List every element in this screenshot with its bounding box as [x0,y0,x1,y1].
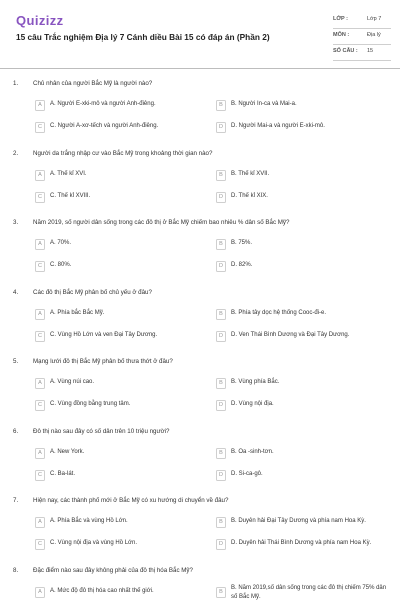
option-letter-box: C [35,470,45,481]
worksheet-header [0,0,400,64]
answer-option-c[interactable] [35,535,205,555]
option-letter-box: A [35,517,45,528]
meta-subject [333,29,391,43]
answer-option-d[interactable] [216,118,386,138]
option-letter-box: D [216,470,226,481]
option-text: A. Vùng núi cao. [50,379,95,385]
option-text: A. 70%. [50,240,72,246]
option-letter-box: D [216,122,226,133]
option-text: D. Duyên hải Thái Bình Dương và phía nam Hoa Kỳ. [231,540,372,546]
answer-option-b[interactable] [216,583,386,600]
option-text: C. Người A-xơ-tếch và người Anh-điêng. [50,123,159,129]
answer-option-a[interactable] [35,583,205,600]
option-text: B. Thế kỉ XVII. [231,171,270,177]
answer-option-b[interactable] [216,374,386,394]
answer-option-a[interactable] [35,305,205,325]
option-letter-box: D [216,400,226,411]
question-number: 7. [13,497,19,504]
meta-subject-value: Địa lý [367,32,381,38]
option-text: D. Si-ca-gô. [231,471,263,477]
answer-option-d[interactable] [216,535,386,555]
answer-option-a[interactable] [35,166,205,186]
option-text: C. Thế kỉ XVIII. [50,193,91,199]
question-8 [0,567,400,600]
option-letter-box: A [35,100,45,111]
question-number: 5. [13,358,19,365]
answer-option-c[interactable] [35,327,205,347]
option-letter-box: D [216,192,226,203]
option-text: D. Vùng nội địa. [231,401,274,407]
question-7 [0,497,400,567]
option-text: D. 82%. [231,262,253,268]
answer-option-c[interactable] [35,396,205,416]
option-letter-box: C [35,539,45,550]
answer-option-c[interactable] [35,188,205,208]
option-letter-box: C [35,331,45,342]
question-text: Hiện nay, các thành phố mới ở Bắc Mỹ có xu hướng di chuyển về đâu? [33,497,229,504]
option-text: B. Năm 2019,số dân sống trong các đô thị chiếm 75% dân số Bắc Mỹ. [231,585,387,600]
option-letter-box: A [35,448,45,459]
option-letter-box: B [216,517,226,528]
meta-subject-label: MÔN : [333,32,350,38]
option-text: A. Mức độ đô thị hóa cao nhất thế giới. [50,588,154,594]
question-text: Đặc điểm nào sau đây không phải của đô thị hóa Bắc Mỹ? [33,567,193,574]
option-letter-box: A [35,239,45,250]
option-letter-box: A [35,378,45,389]
question-text: Các đô thị Bắc Mỹ phân bố chủ yếu ở đâu? [33,289,152,296]
option-text: B. 75%. [231,240,253,246]
question-number: 1. [13,80,19,87]
answer-option-d[interactable] [216,257,386,277]
option-text: B. Duyên hải Đại Tây Dương và phía nam Hoa Kỳ. [231,518,366,524]
option-letter-box: B [216,378,226,389]
option-letter-box: B [216,587,226,598]
answer-option-d[interactable] [216,188,386,208]
meta-count-value: 15 [367,48,374,54]
option-text: C. Vùng đồng bằng trung tâm. [50,401,131,407]
option-text: D. Thế kỉ XIX. [231,193,268,199]
question-4 [0,289,400,359]
option-text: A. Thế kỉ XVI. [50,171,87,177]
answer-option-b[interactable] [216,166,386,186]
question-number: 2. [13,150,19,157]
option-text: A. Phía bắc Bắc Mỹ. [50,310,105,316]
question-number: 6. [13,428,19,435]
question-2 [0,150,400,220]
option-letter-box: B [216,239,226,250]
option-text: D. Người Mai-a và người E-xki-mô. [231,123,325,129]
option-text: B. Phía tây dọc hệ thống Cooc-đi-e. [231,310,327,316]
quizizz-logo: Quizizz [16,13,64,28]
answer-option-b[interactable] [216,305,386,325]
question-number: 8. [13,567,19,574]
question-1 [0,80,400,150]
answer-option-b[interactable] [216,444,386,464]
option-letter-box: B [216,448,226,459]
question-text: Năm 2019, số người dân sống trong các đô thị ở Bắc Mỹ chiếm bao nhiêu % dân số Bắc Mỹ? [33,219,290,226]
question-text: Mạng lưới đô thị Bắc Mỹ phân bố thưa thớt ở đâu? [33,358,173,365]
option-text: B. Oa -sinh-tơn. [231,449,274,455]
option-letter-box: D [216,331,226,342]
option-letter-box: A [35,309,45,320]
option-text: C. Ba-lát. [50,471,76,477]
meta-grade-label: LỚP : [333,16,348,22]
meta-grade-value: Lớp 7 [367,16,382,22]
question-number: 4. [13,289,19,296]
answer-option-a[interactable] [35,374,205,394]
option-letter-box: A [35,170,45,181]
question-3 [0,219,400,289]
option-text: A. Phía Bắc và vùng Hồ Lớn. [50,518,128,524]
answer-option-c[interactable] [35,466,205,486]
question-text: Đô thị nào sau đây có số dân trên 10 triệu người? [33,428,170,435]
option-letter-box: D [216,261,226,272]
answer-option-c[interactable] [35,118,205,138]
meta-count-label: SỐ CÂU : [333,48,358,54]
option-text: D. Ven Thái Bình Dương và Đại Tây Dương. [231,332,350,338]
answer-option-d[interactable] [216,466,386,486]
meta-grade [333,13,391,27]
question-5 [0,358,400,428]
option-letter-box: C [35,261,45,272]
question-number: 3. [13,219,19,226]
meta-divider [333,60,391,61]
question-text: Chủ nhân của người Bắc Mỹ là người nào? [33,80,153,87]
option-letter-box: C [35,122,45,133]
answer-option-b[interactable] [216,235,386,255]
option-text: C. 80%. [50,262,72,268]
answer-option-a[interactable] [35,235,205,255]
answer-option-a[interactable] [35,513,205,533]
question-text: Người da trắng nhập cư vào Bắc Mỹ trong khoảng thời gian nào? [33,150,213,157]
answer-option-d[interactable] [216,327,386,347]
option-text: A. New York. [50,449,85,455]
answer-option-b[interactable] [216,513,386,533]
answer-option-a[interactable] [35,96,205,116]
header-divider [0,68,400,69]
option-letter-box: B [216,100,226,111]
answer-option-c[interactable] [35,257,205,277]
answer-option-a[interactable] [35,444,205,464]
answer-option-b[interactable] [216,96,386,116]
option-letter-box: B [216,309,226,320]
question-6 [0,428,400,498]
option-letter-box: C [35,400,45,411]
option-letter-box: B [216,170,226,181]
meta-question-count [333,45,391,59]
option-text: B. Người In-ca và Mai-a. [231,101,297,107]
option-text: C. Vùng Hồ Lớn và ven Đại Tây Dương. [50,332,158,338]
option-text: A. Người E-xki-mô và người Anh-điêng. [50,101,156,107]
option-text: C. Vùng nội địa và vùng Hồ Lớn. [50,540,137,546]
option-letter-box: C [35,192,45,203]
answer-option-d[interactable] [216,396,386,416]
option-letter-box: D [216,539,226,550]
worksheet-title: 15 câu Trắc nghiệm Địa lý 7 Cánh diều Bài 15 có đáp án (Phần 2) [16,32,270,42]
option-text: B. Vùng phía Bắc. [231,379,280,385]
option-letter-box: A [35,587,45,598]
